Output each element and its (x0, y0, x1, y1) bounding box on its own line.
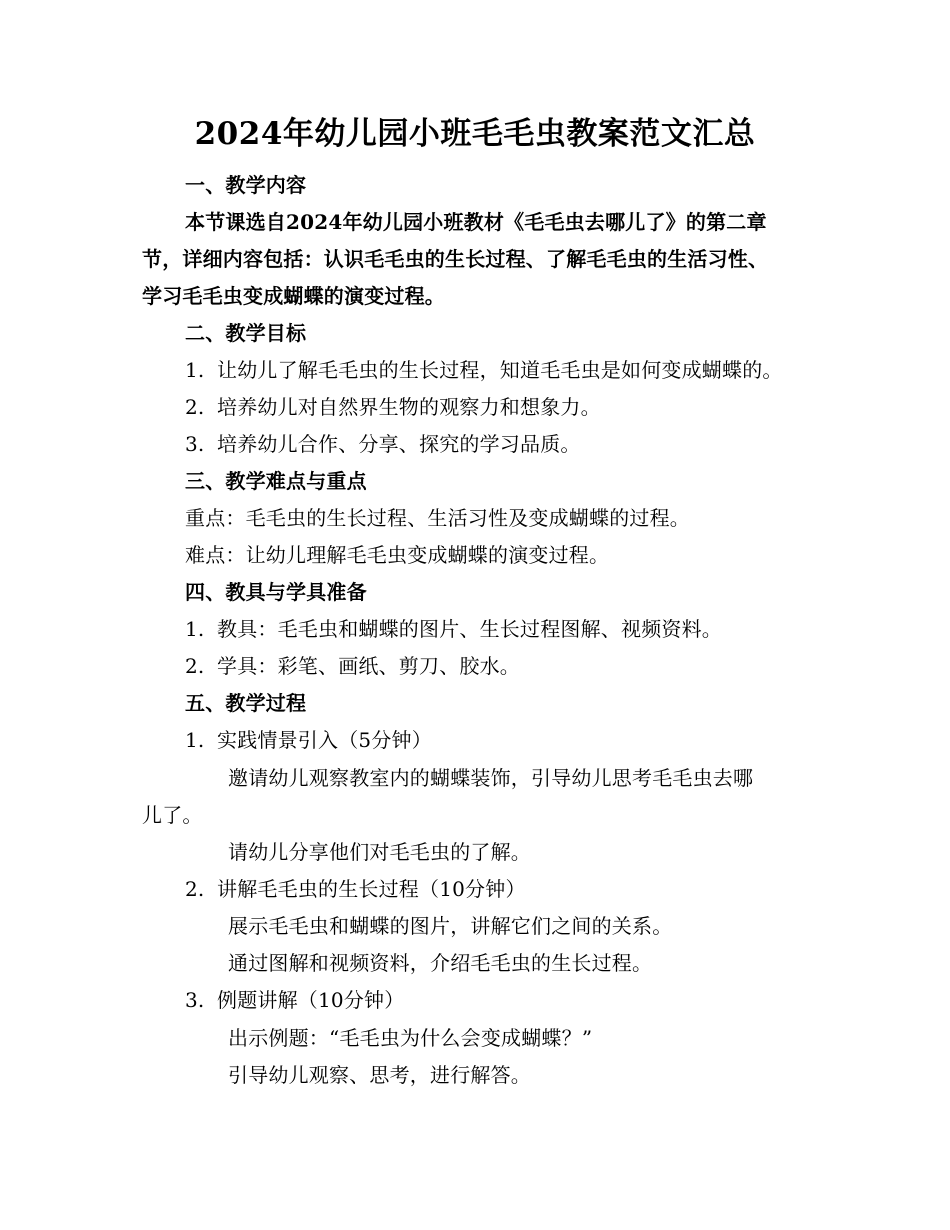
list-item-number: 2. (185, 395, 205, 419)
process-step-number: 3. (185, 988, 205, 1012)
difficulty-line: 难点：让幼儿理解毛毛虫变成蝴蝶的演变过程。 (185, 543, 610, 567)
list-item-number: 3. (185, 432, 205, 456)
section-heading-focus: 三、教学难点与重点 (185, 469, 367, 493)
process-step-detail: 儿了。 (142, 803, 203, 827)
process-step-number: 2. (185, 877, 205, 901)
section-heading-goals: 二、教学目标 (185, 321, 307, 345)
content-paragraph-line-2: 节，详细内容包括：认识毛毛虫的生长过程、了解毛毛虫的生活习性、 (142, 247, 769, 271)
process-step-title: 实践情景引入（5分钟） (217, 728, 432, 752)
section-heading-content: 一、教学内容 (185, 173, 307, 197)
list-item-number: 1. (185, 358, 205, 382)
list-item (185, 430, 581, 458)
document-title: 2024年幼儿园小班毛毛虫教案范文汇总 (194, 116, 756, 152)
list-item-text: 培养幼儿对自然界生物的观察力和想象力。 (217, 395, 601, 419)
list-item (185, 356, 783, 384)
list-item (185, 393, 601, 421)
process-step (185, 726, 432, 754)
process-step (185, 986, 404, 1014)
content-paragraph-line-1: 本节课选自2024年幼儿园小班教材《毛毛虫去哪儿了》的第二章 (185, 210, 767, 234)
process-step-detail: 引导幼儿观察、思考，进行解答。 (228, 1063, 531, 1087)
process-step-title: 讲解毛毛虫的生长过程（10分钟） (217, 877, 526, 901)
section-heading-materials: 四、教具与学具准备 (185, 580, 367, 604)
list-item-text: 让幼儿了解毛毛虫的生长过程，知道毛毛虫是如何变成蝴蝶的。 (217, 358, 783, 382)
section-heading-process: 五、教学过程 (185, 691, 307, 715)
process-step-detail: 通过图解和视频资料，介绍毛毛虫的生长过程。 (228, 951, 653, 975)
content-paragraph-line-3: 学习毛毛虫变成蝴蝶的演变过程。 (142, 284, 445, 308)
list-item (185, 652, 520, 680)
process-step-detail: 邀请幼儿观察教室内的蝴蝶装饰，引导幼儿思考毛毛虫去哪 (228, 766, 754, 790)
key-point-line: 重点：毛毛虫的生长过程、生活习性及变成蝴蝶的过程。 (185, 506, 690, 530)
process-step-detail: 请幼儿分享他们对毛毛虫的了解。 (228, 840, 531, 864)
list-item-number: 1. (185, 617, 205, 641)
process-step-detail: 出示例题：“毛毛虫为什么会变成蝴蝶？” (228, 1026, 593, 1050)
process-step-title: 例题讲解（10分钟） (217, 988, 405, 1012)
list-item-text: 学具：彩笔、画纸、剪刀、胶水。 (217, 654, 520, 678)
process-step (185, 875, 526, 903)
list-item (185, 615, 722, 643)
list-item-number: 2. (185, 654, 205, 678)
list-item-text: 培养幼儿合作、分享、探究的学习品质。 (217, 432, 581, 456)
list-item-text: 教具：毛毛虫和蝴蝶的图片、生长过程图解、视频资料。 (217, 617, 722, 641)
process-step-detail: 展示毛毛虫和蝴蝶的图片，讲解它们之间的关系。 (228, 914, 673, 938)
process-step-number: 1. (185, 728, 205, 752)
